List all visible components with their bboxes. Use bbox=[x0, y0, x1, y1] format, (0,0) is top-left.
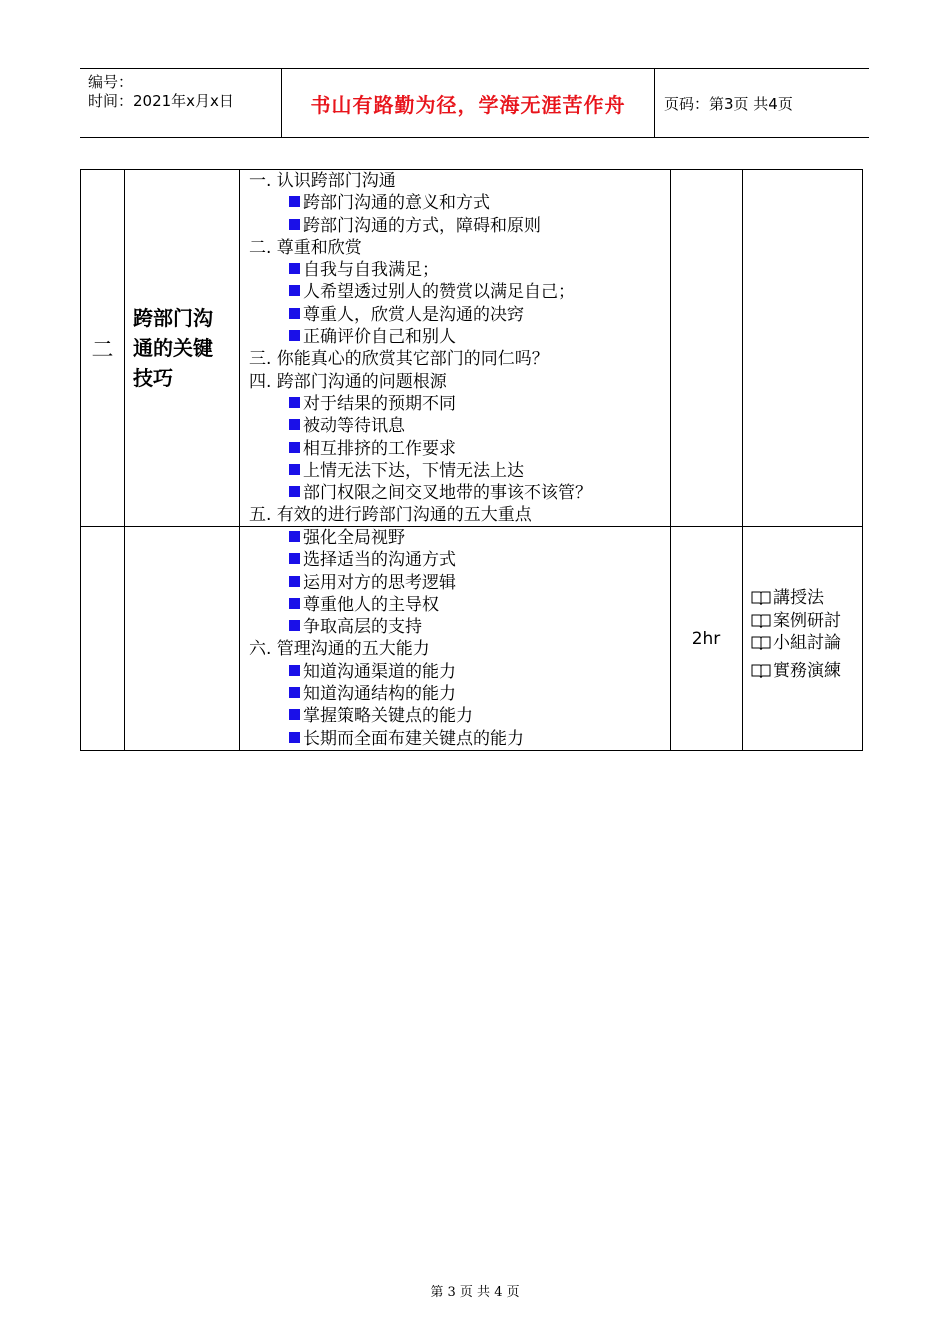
bullet-item bbox=[249, 281, 669, 303]
method-list bbox=[751, 587, 841, 682]
duration: 2hr bbox=[691, 628, 721, 649]
bullet-square-icon bbox=[289, 486, 300, 497]
item-text: 正确评价自己和别人 bbox=[303, 327, 456, 348]
header-motto: 书山有路勤为径，学海无涯苦作舟 bbox=[310, 92, 626, 117]
bullet-square-icon bbox=[289, 709, 300, 720]
bullet-square-icon bbox=[289, 442, 300, 453]
method-label: 小組討論 bbox=[773, 633, 841, 653]
bullet-square-icon bbox=[289, 219, 300, 230]
page-footer: 第 3 页 共 4 页 bbox=[430, 1285, 520, 1300]
bullet-square-icon bbox=[289, 687, 300, 698]
topic-line: 通的关键 bbox=[133, 336, 213, 360]
item-text: 自我与自我满足； bbox=[303, 260, 439, 281]
bullet-item bbox=[249, 415, 669, 437]
item-text: 运用对方的思考逻辑 bbox=[303, 572, 456, 593]
bullet-square-icon bbox=[289, 397, 300, 408]
bullet-square-icon bbox=[289, 732, 300, 743]
table-row bbox=[80, 527, 863, 751]
section-heading bbox=[249, 348, 669, 370]
item-text: 知道沟通结构的能力 bbox=[303, 684, 456, 705]
method-item bbox=[751, 587, 841, 610]
method-item bbox=[751, 660, 841, 683]
bullet-item bbox=[249, 326, 669, 348]
item-text: 六. 管理沟通的五大能力 bbox=[249, 639, 430, 660]
item-text: 部门权限之间交叉地带的事该不该管？ bbox=[303, 483, 592, 504]
header-meta bbox=[88, 73, 234, 111]
bullet-square-icon bbox=[289, 419, 300, 430]
page-header bbox=[80, 68, 869, 138]
bullet-item bbox=[249, 661, 669, 683]
bullet-square-icon bbox=[289, 308, 300, 319]
item-text: 尊重人，欣赏人是沟通的决窍 bbox=[303, 304, 524, 325]
item-text: 五. 有效的进行跨部门沟通的五大重点 bbox=[249, 505, 532, 526]
item-text: 相互排挤的工作要求 bbox=[303, 438, 456, 459]
section-topic bbox=[133, 170, 233, 526]
item-text: 选择适当的沟通方式 bbox=[303, 550, 456, 571]
time-label: 时间：2021年x月x日 bbox=[88, 92, 234, 110]
method-item bbox=[751, 610, 841, 633]
item-text: 知道沟通渠道的能力 bbox=[303, 661, 456, 682]
bullet-item bbox=[249, 683, 669, 705]
section-heading bbox=[249, 170, 669, 192]
item-text: 长期而全面布建关键点的能力 bbox=[303, 728, 524, 749]
item-text: 二. 尊重和欣赏 bbox=[249, 237, 362, 258]
item-text: 三. 你能真心的欣赏其它部门的同仁吗？ bbox=[249, 349, 549, 370]
table-row bbox=[80, 169, 863, 527]
bullet-square-icon bbox=[289, 576, 300, 587]
item-text: 四. 跨部门沟通的问题根源 bbox=[249, 371, 447, 392]
bullet-square-icon bbox=[289, 330, 300, 341]
method-item bbox=[751, 632, 841, 655]
bullet-square-icon bbox=[289, 553, 300, 564]
bullet-item bbox=[249, 728, 669, 750]
bullet-square-icon bbox=[289, 665, 300, 676]
section-number: 二 bbox=[91, 337, 114, 363]
item-text: 跨部门沟通的意义和方式 bbox=[303, 193, 490, 214]
bullet-item bbox=[249, 259, 669, 281]
item-text: 上情无法下达，下情无法上达 bbox=[303, 460, 524, 481]
section-heading bbox=[249, 371, 669, 393]
method-label: 案例研討 bbox=[773, 610, 841, 631]
bullet-square-icon bbox=[289, 196, 300, 207]
header-divider bbox=[654, 69, 655, 137]
bullet-square-icon bbox=[289, 464, 300, 475]
topic-line: 跨部门沟 bbox=[133, 306, 213, 330]
bullet-item bbox=[249, 705, 669, 727]
bullet-item bbox=[249, 482, 669, 504]
bullet-square-icon bbox=[289, 620, 300, 631]
item-text: 一. 认识跨部门沟通 bbox=[249, 171, 396, 191]
topic-line: 技巧 bbox=[133, 366, 173, 390]
section-content bbox=[249, 527, 669, 750]
item-text: 对于结果的预期不同 bbox=[303, 393, 456, 414]
bullet-item bbox=[249, 215, 669, 237]
item-text: 被动等待讯息 bbox=[303, 416, 405, 437]
bullet-item bbox=[249, 438, 669, 460]
bullet-item bbox=[249, 594, 669, 616]
curriculum-table bbox=[80, 169, 863, 751]
bullet-item bbox=[249, 616, 669, 638]
section-heading bbox=[249, 638, 669, 660]
section-heading bbox=[249, 504, 669, 526]
bullet-item bbox=[249, 572, 669, 594]
bullet-square-icon bbox=[289, 598, 300, 609]
section-heading bbox=[249, 237, 669, 259]
bullet-item bbox=[249, 393, 669, 415]
item-text: 跨部门沟通的方式，障碍和原则 bbox=[303, 215, 541, 236]
section-content bbox=[249, 170, 669, 527]
bullet-square-icon bbox=[289, 531, 300, 542]
page-info: 页码：第3页 共4页 bbox=[664, 94, 793, 113]
bullet-square-icon bbox=[289, 285, 300, 296]
method-label: 講授法 bbox=[773, 588, 824, 608]
item-text: 人希望透过别人的赞赏以满足自己； bbox=[303, 282, 575, 303]
book-icon bbox=[751, 590, 771, 606]
item-text: 强化全局视野 bbox=[303, 528, 405, 548]
number-label: 编号： bbox=[88, 73, 134, 91]
method-label: 實務演練 bbox=[773, 660, 841, 681]
bullet-item bbox=[249, 549, 669, 571]
item-text: 掌握策略关键点的能力 bbox=[303, 706, 473, 727]
bullet-item bbox=[249, 527, 669, 549]
bullet-item bbox=[249, 192, 669, 214]
item-text: 尊重他人的主导权 bbox=[303, 594, 439, 615]
item-text: 争取高层的支持 bbox=[303, 617, 422, 638]
bullet-item bbox=[249, 304, 669, 326]
book-icon bbox=[751, 663, 771, 679]
book-icon bbox=[751, 635, 771, 651]
book-icon bbox=[751, 613, 771, 629]
bullet-item bbox=[249, 460, 669, 482]
bullet-square-icon bbox=[289, 263, 300, 274]
